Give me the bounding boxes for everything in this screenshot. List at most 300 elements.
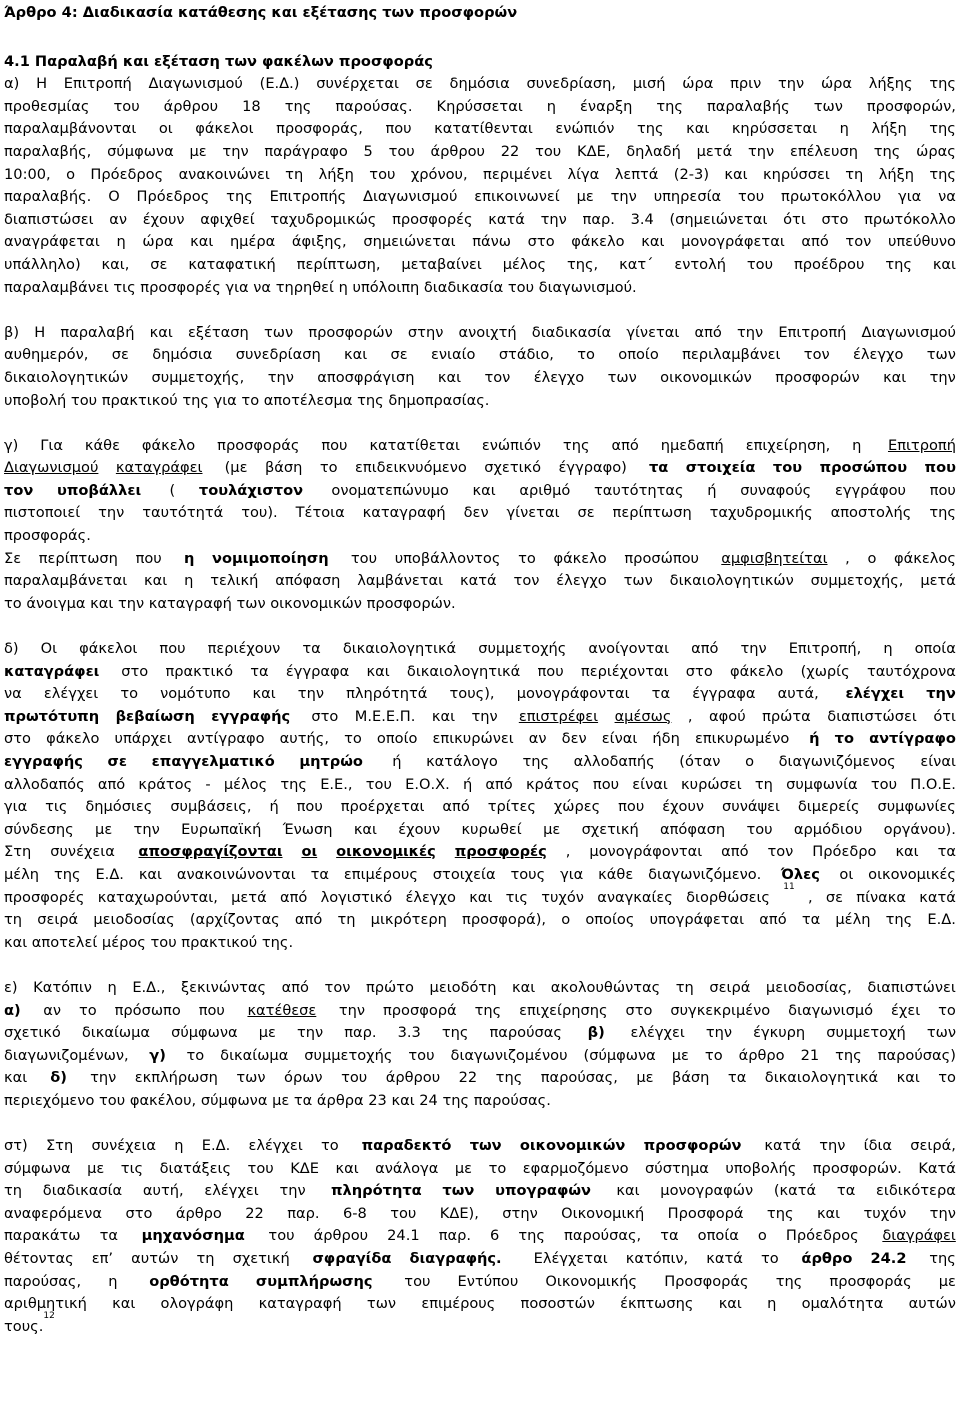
text-run: με [454, 1159, 473, 1177]
text-run: ομαλότητα [801, 1295, 884, 1313]
text-run: σε [577, 504, 595, 522]
text-run: Ε.Δ. [95, 865, 124, 883]
text-run: την [929, 368, 956, 386]
text-run: επικοινωνεί [474, 188, 560, 206]
text-line [4, 1310, 956, 1339]
text-run: οι [158, 120, 173, 138]
text-run: φάκελο [141, 436, 196, 454]
text-run: έγγραφα [692, 685, 756, 703]
text-run: προέρχεται [340, 798, 425, 816]
text-run: με [95, 820, 113, 838]
text-run: υποβολής [725, 1159, 797, 1177]
text-run: Στη [4, 843, 32, 861]
text-run: (2-3) [673, 165, 710, 183]
text-run: ενώπιόν [481, 436, 541, 454]
text-run: δηλαδή [626, 142, 681, 160]
text-run: ενώπιόν [555, 120, 615, 138]
text-run: του [247, 1159, 274, 1177]
text-run: της [474, 1001, 502, 1019]
text-run: αλλοδαπός [4, 775, 85, 793]
text-run: της [280, 775, 307, 793]
text-run: (όταν [679, 753, 721, 770]
text-run: τα [302, 640, 321, 658]
text-run: λήξη [318, 165, 354, 183]
text-line [4, 728, 956, 751]
text-run: εγγραφής [4, 753, 83, 770]
text-run: ώρα [820, 75, 853, 93]
text-run: κατά [460, 572, 497, 590]
text-run: αυτής, [279, 730, 329, 748]
text-run: τυχόν [541, 888, 584, 906]
text-run: Διαγωνισμού [148, 75, 243, 93]
text-run: β) [4, 323, 20, 341]
text-run: των [442, 1182, 475, 1200]
text-run: α) [4, 75, 20, 93]
text-run: σε [150, 255, 168, 273]
text-run: είναι [632, 775, 668, 793]
body-text [4, 73, 956, 1338]
text-line [4, 322, 956, 345]
text-run: ώρα [682, 75, 714, 93]
text-run: τα [99, 1227, 123, 1245]
text-run: Ο [108, 188, 120, 206]
text-run: κράτος [525, 775, 580, 793]
text-run: Η [36, 75, 48, 93]
text-run: αριθμό [519, 481, 571, 499]
text-line [4, 661, 956, 684]
text-run: κηρύσσει [762, 165, 830, 183]
text-run: αναφερόμενα [4, 1204, 103, 1222]
paragraph-gap [4, 412, 956, 435]
text-run: , [687, 707, 693, 725]
text-run: με [543, 820, 561, 838]
text-run: αν [38, 1001, 62, 1019]
text-run: που [135, 549, 167, 567]
text-run: 10:00, [4, 165, 51, 183]
text-run: παραλαμβάνεται [4, 572, 128, 590]
text-run: Η [34, 323, 46, 341]
text-line [4, 1225, 956, 1248]
text-run: απόφαση [660, 820, 726, 838]
text-run: διαγράφει [882, 1227, 956, 1245]
text-run: το [518, 549, 536, 567]
text-run: της [495, 1069, 523, 1087]
text-run: στο [685, 662, 713, 680]
text-run: και [883, 368, 907, 386]
text-run: ανοίγονται [588, 640, 670, 658]
text-run: δικαιολογητικά [406, 662, 521, 680]
text-run: έλεγχο [533, 368, 585, 386]
text-run: πρακτικό [165, 662, 234, 680]
text-run: και [472, 481, 496, 499]
text-run: πρωτότυπη [4, 707, 100, 725]
text-run: επιμέρους [343, 865, 418, 883]
text-run: στην [407, 323, 444, 341]
text-run: παρ. [344, 1024, 377, 1042]
text-run: τη [4, 911, 23, 929]
paragraph-gap [4, 954, 956, 977]
text-run: του [408, 1046, 435, 1064]
text-run: ξεκινώντας [181, 978, 267, 996]
text-run: το [181, 1046, 205, 1064]
paragraph-gap [4, 615, 956, 638]
text-run: κατά [759, 1137, 801, 1155]
text-run: καταχωρούνται, [97, 888, 218, 906]
article-title: Άρθρο 4: Διαδικασία κατάθεσης και εξέτασης των προσφορών [4, 4, 518, 21]
text-run: ανακοινώνονται [176, 865, 296, 883]
text-run: στο [4, 730, 31, 748]
text-run: κατατίθενται [434, 120, 533, 138]
text-run: φάκελο [46, 730, 100, 748]
text-run: από [691, 640, 719, 658]
text-run: της [924, 1250, 956, 1268]
text-run: Εντύπου [457, 1272, 519, 1290]
text-line [4, 819, 956, 842]
text-run: Τέτοια [295, 504, 345, 522]
text-run: υπάλληλο) [4, 255, 81, 273]
text-line [4, 209, 956, 232]
text-run: μειοδοσίας, [765, 978, 852, 996]
text-run: σχετικό [484, 459, 542, 477]
text-run: άρθρο [738, 1046, 785, 1064]
text-line [4, 1293, 956, 1316]
text-run: της [562, 436, 590, 454]
text-run: το [834, 730, 854, 748]
text-run: έγγραφα [285, 662, 350, 680]
text-run: αποσφραγίζονται [138, 843, 283, 861]
text-run: τους. [4, 1317, 44, 1335]
footnote-ref: 11 [783, 881, 795, 892]
text-run: μηχανόσημα [141, 1227, 245, 1245]
text-run: τα [937, 843, 956, 861]
text-run: που [924, 459, 956, 477]
text-run: η [174, 1137, 184, 1155]
text-run: αλλοδαπής [573, 753, 655, 770]
text-run: και [512, 978, 536, 996]
text-run: δεν [463, 504, 489, 522]
text-run: συμπλήρωσης [255, 1272, 373, 1290]
text-run: εγγράφου [834, 481, 906, 499]
text-run: οι [834, 865, 854, 883]
text-run: της [885, 911, 913, 929]
text-run: ολογράφη [160, 1295, 234, 1313]
text-run: ανοιχτή [458, 323, 517, 341]
text-run: (με [219, 459, 248, 477]
text-run: λήξη [878, 165, 914, 183]
text-run: άρθρου [430, 142, 485, 160]
text-run: ειδικότερα [876, 1182, 956, 1200]
text-run: κατατίθεται [369, 436, 460, 454]
text-run: παραλαβής [707, 97, 790, 115]
text-run: επιστρέφει [518, 707, 599, 725]
text-run: καταφατική [188, 255, 276, 273]
text-run: αποστολής [830, 504, 912, 522]
text-run: του [772, 459, 803, 477]
text-run: του [870, 775, 898, 793]
text-run: τη [196, 1250, 215, 1268]
text-run: ο [561, 911, 571, 929]
text-run: άρθρου [163, 97, 219, 115]
text-run: διαγωνιζόμενο. [648, 865, 766, 883]
text-run: Ε.Δ. [927, 911, 956, 929]
text-run: παρούσας, [4, 1272, 82, 1290]
text-run: κατά [488, 210, 525, 228]
text-run: διαπιστώσει [827, 707, 917, 725]
text-run: των [263, 323, 294, 341]
text-run: επιχείρηση, [745, 436, 831, 454]
text-run: σε [415, 75, 433, 93]
text-line [4, 796, 956, 819]
text-run: δημόσια [152, 346, 213, 364]
text-run: β) [587, 1024, 605, 1042]
text-run: οι [301, 843, 318, 861]
text-line [4, 367, 956, 390]
text-run: ελέγχει [248, 1137, 303, 1155]
text-run: υπεύθυνο [887, 233, 956, 251]
text-run: προσώπου [819, 459, 908, 477]
text-run: Οικονομική [561, 1204, 645, 1222]
text-run: προσώπου [624, 549, 704, 567]
text-line [4, 1022, 956, 1045]
text-run: σφραγίδα [312, 1250, 392, 1268]
text-run: τον [4, 481, 34, 499]
text-run: και [4, 1069, 32, 1087]
text-run: Ένωση [282, 820, 333, 838]
text-run: διαπιστώσει [4, 210, 94, 228]
text-run: ταχυδρομικής [709, 504, 813, 522]
text-run: τη [4, 1182, 23, 1200]
text-run: διαγωνιζόμενος [778, 753, 896, 770]
text-run: προθεσμίας [4, 97, 90, 115]
text-run: Πρόεδρος [136, 188, 210, 206]
text-run: Οι [40, 640, 58, 658]
text-run: τη [754, 775, 773, 793]
text-run: τη [675, 978, 694, 996]
text-run: την [334, 1001, 366, 1019]
text-run: τα [801, 911, 821, 929]
text-run: ταχυδρομικώς [270, 210, 377, 228]
text-run: παράγραφο [264, 142, 348, 160]
text-run: προσφορών [308, 323, 393, 341]
text-run: συγκεκριμένο [670, 1001, 771, 1019]
text-run: προσφορών. [812, 1159, 902, 1177]
text-run: μειοδότη [429, 978, 497, 996]
text-run: Ευρωπαϊκή [181, 820, 262, 838]
text-run: διαδικασία [42, 1182, 123, 1200]
text-run: το [760, 1250, 784, 1268]
text-run: διμερείς [797, 798, 860, 816]
text-run: κάθε [84, 436, 120, 454]
text-run: φάκελο [730, 662, 784, 680]
text-run: αμέσως [614, 707, 672, 725]
text-run: και [252, 685, 276, 703]
text-run: της [284, 97, 312, 115]
text-run: ΚΔΕ, [577, 142, 611, 160]
text-run: ορθότητα [149, 1272, 229, 1290]
text-line [4, 570, 956, 593]
text-run: την [471, 707, 503, 725]
text-run: Διαγωνισμού [4, 459, 99, 477]
text-run: κυρώσει [681, 775, 742, 793]
text-run: της [226, 188, 253, 206]
text-run: (Ε.Δ.) [259, 75, 300, 93]
text-run: και [149, 323, 173, 341]
text-line [4, 1135, 956, 1158]
text-run: τις [45, 798, 68, 816]
text-run: τους [510, 865, 546, 883]
text-run: Ε.Ε., [320, 775, 353, 793]
text-run: 3.4 [630, 210, 654, 228]
text-run: που [159, 640, 186, 658]
text-run: του [388, 142, 415, 160]
text-run: του [746, 255, 774, 273]
text-run: μέλος [502, 255, 547, 273]
text-run: ακολουθώντας [550, 978, 661, 996]
text-run: οικονομικές [868, 865, 956, 883]
text-run: τα [651, 685, 671, 703]
text-run: άρθρου [313, 1227, 369, 1245]
text-run: ελέγχει [204, 1182, 259, 1200]
text-run: μονογράφεται [681, 233, 785, 251]
text-run: του). [241, 504, 278, 522]
text-run: του [535, 142, 562, 160]
text-run: στο [125, 1204, 153, 1222]
text-run: παρούσας, [540, 1069, 618, 1087]
text-run: που [321, 436, 348, 454]
text-run: και, [101, 255, 130, 273]
text-run: από [759, 911, 787, 929]
text-run: συνέχεια [50, 843, 120, 861]
text-run: πριν [730, 75, 762, 93]
text-run: την [926, 685, 956, 703]
text-run: συναφούς [740, 481, 812, 499]
text-run: τη [337, 911, 356, 929]
text-run: συμμετοχή [826, 1024, 906, 1042]
text-run: την [540, 210, 567, 228]
text-line [4, 525, 956, 548]
text-run: Στη [45, 1137, 74, 1155]
text-run: συμμετοχής, [810, 572, 904, 590]
text-run: βάση [672, 1069, 710, 1087]
text-run: (σημειώνεται [669, 210, 768, 228]
text-run: αφιχθεί [200, 210, 255, 228]
text-run: ο [757, 1227, 767, 1245]
text-run: σε [111, 346, 129, 364]
text-run: Επιτροπή [887, 436, 956, 454]
text-run: του [263, 1227, 295, 1245]
text-run: υποβάλλει [56, 481, 142, 499]
text-run: γίνεται [506, 504, 560, 522]
text-run: μονογράφονται [516, 685, 630, 703]
text-run: διαδικασία [531, 323, 612, 341]
text-run: το [120, 685, 139, 703]
text-run: αναγκαίες [597, 888, 673, 906]
text-run: Προσφοράς [664, 1272, 749, 1290]
text-run: οικονομικές [336, 843, 436, 861]
text-run: εγγραφής [211, 707, 291, 725]
text-run: δικαιολογητικά [342, 640, 457, 658]
text-run: ε) [4, 978, 18, 996]
text-run: του [346, 549, 378, 567]
text-run: καταγράφει [4, 662, 100, 680]
text-run: κατά [919, 888, 956, 906]
text-line [4, 435, 956, 458]
text-line [4, 1000, 956, 1023]
text-run: με [636, 1069, 654, 1087]
text-run: αυτών [131, 1250, 179, 1268]
text-run: της [929, 120, 956, 138]
text-run: σχετική [232, 1250, 295, 1268]
text-line [4, 457, 956, 480]
text-run: επ’ [91, 1250, 114, 1268]
text-run: άρθρου [385, 1069, 441, 1087]
text-run: τους), [449, 685, 495, 703]
text-run: τυχόν [863, 1204, 907, 1222]
text-run: του [113, 97, 140, 115]
text-run: πρωτοκόλλου [781, 188, 882, 206]
text-run: την [297, 685, 324, 703]
text-run: υποβάλλοντος [394, 549, 501, 567]
text-run: την [819, 1137, 846, 1155]
text-run: και [932, 255, 956, 273]
text-run: και [366, 662, 390, 680]
text-run: της [766, 1204, 794, 1222]
text-run: η [184, 572, 194, 590]
text-run: ονοματεπώνυμο [326, 481, 449, 499]
text-run: βάση [264, 459, 303, 477]
text-run: σημειώνεται [363, 233, 456, 251]
text-run: ήδη [652, 730, 680, 748]
text-run: έγγραφο) [558, 459, 632, 477]
text-run: 21 [800, 1046, 820, 1064]
text-run: προσφορών [775, 368, 860, 386]
text-run: εντολή [674, 255, 726, 273]
text-run: δ) [50, 1069, 67, 1087]
text-run: περιλαμβάνει [682, 346, 781, 364]
text-run: σύστημα [645, 1159, 709, 1177]
text-run: για [898, 188, 922, 206]
text-run: πρόσωπο [114, 1001, 181, 1019]
text-run: Κατόπιν [33, 978, 92, 996]
text-run: ΚΔΕ), [439, 1204, 479, 1222]
text-run: θέτοντας [4, 1250, 74, 1268]
text-run: κατόπιν, [625, 1250, 689, 1268]
text-run: την [296, 1024, 324, 1042]
text-run: σύνδεσης [4, 820, 74, 838]
text-run: και [353, 820, 377, 838]
text-run: της [441, 1024, 469, 1042]
text-run: κάθε [598, 865, 634, 883]
text-run: και [190, 233, 214, 251]
text-run: πάνω [472, 233, 511, 251]
text-run: δικαιολογητικών [669, 572, 794, 590]
text-run: διαγωνισμό [788, 1001, 874, 1019]
text-run: διαπιστώνει [867, 978, 956, 996]
text-run: την [222, 142, 249, 160]
text-run: αυθημερόν, [4, 346, 89, 364]
text-run: παρούσας, [564, 1227, 642, 1245]
text-run: ενιαίο [431, 346, 476, 364]
text-run: επαγγελματικό [151, 753, 275, 770]
text-run: και [816, 1204, 841, 1222]
text-run: με [87, 1159, 105, 1177]
text-line [4, 118, 956, 141]
text-run: στην [502, 1204, 538, 1222]
text-run: ή [462, 775, 473, 793]
text-run: για [560, 865, 584, 883]
text-run: παρ. [287, 1204, 320, 1222]
text-run: της [522, 753, 550, 770]
